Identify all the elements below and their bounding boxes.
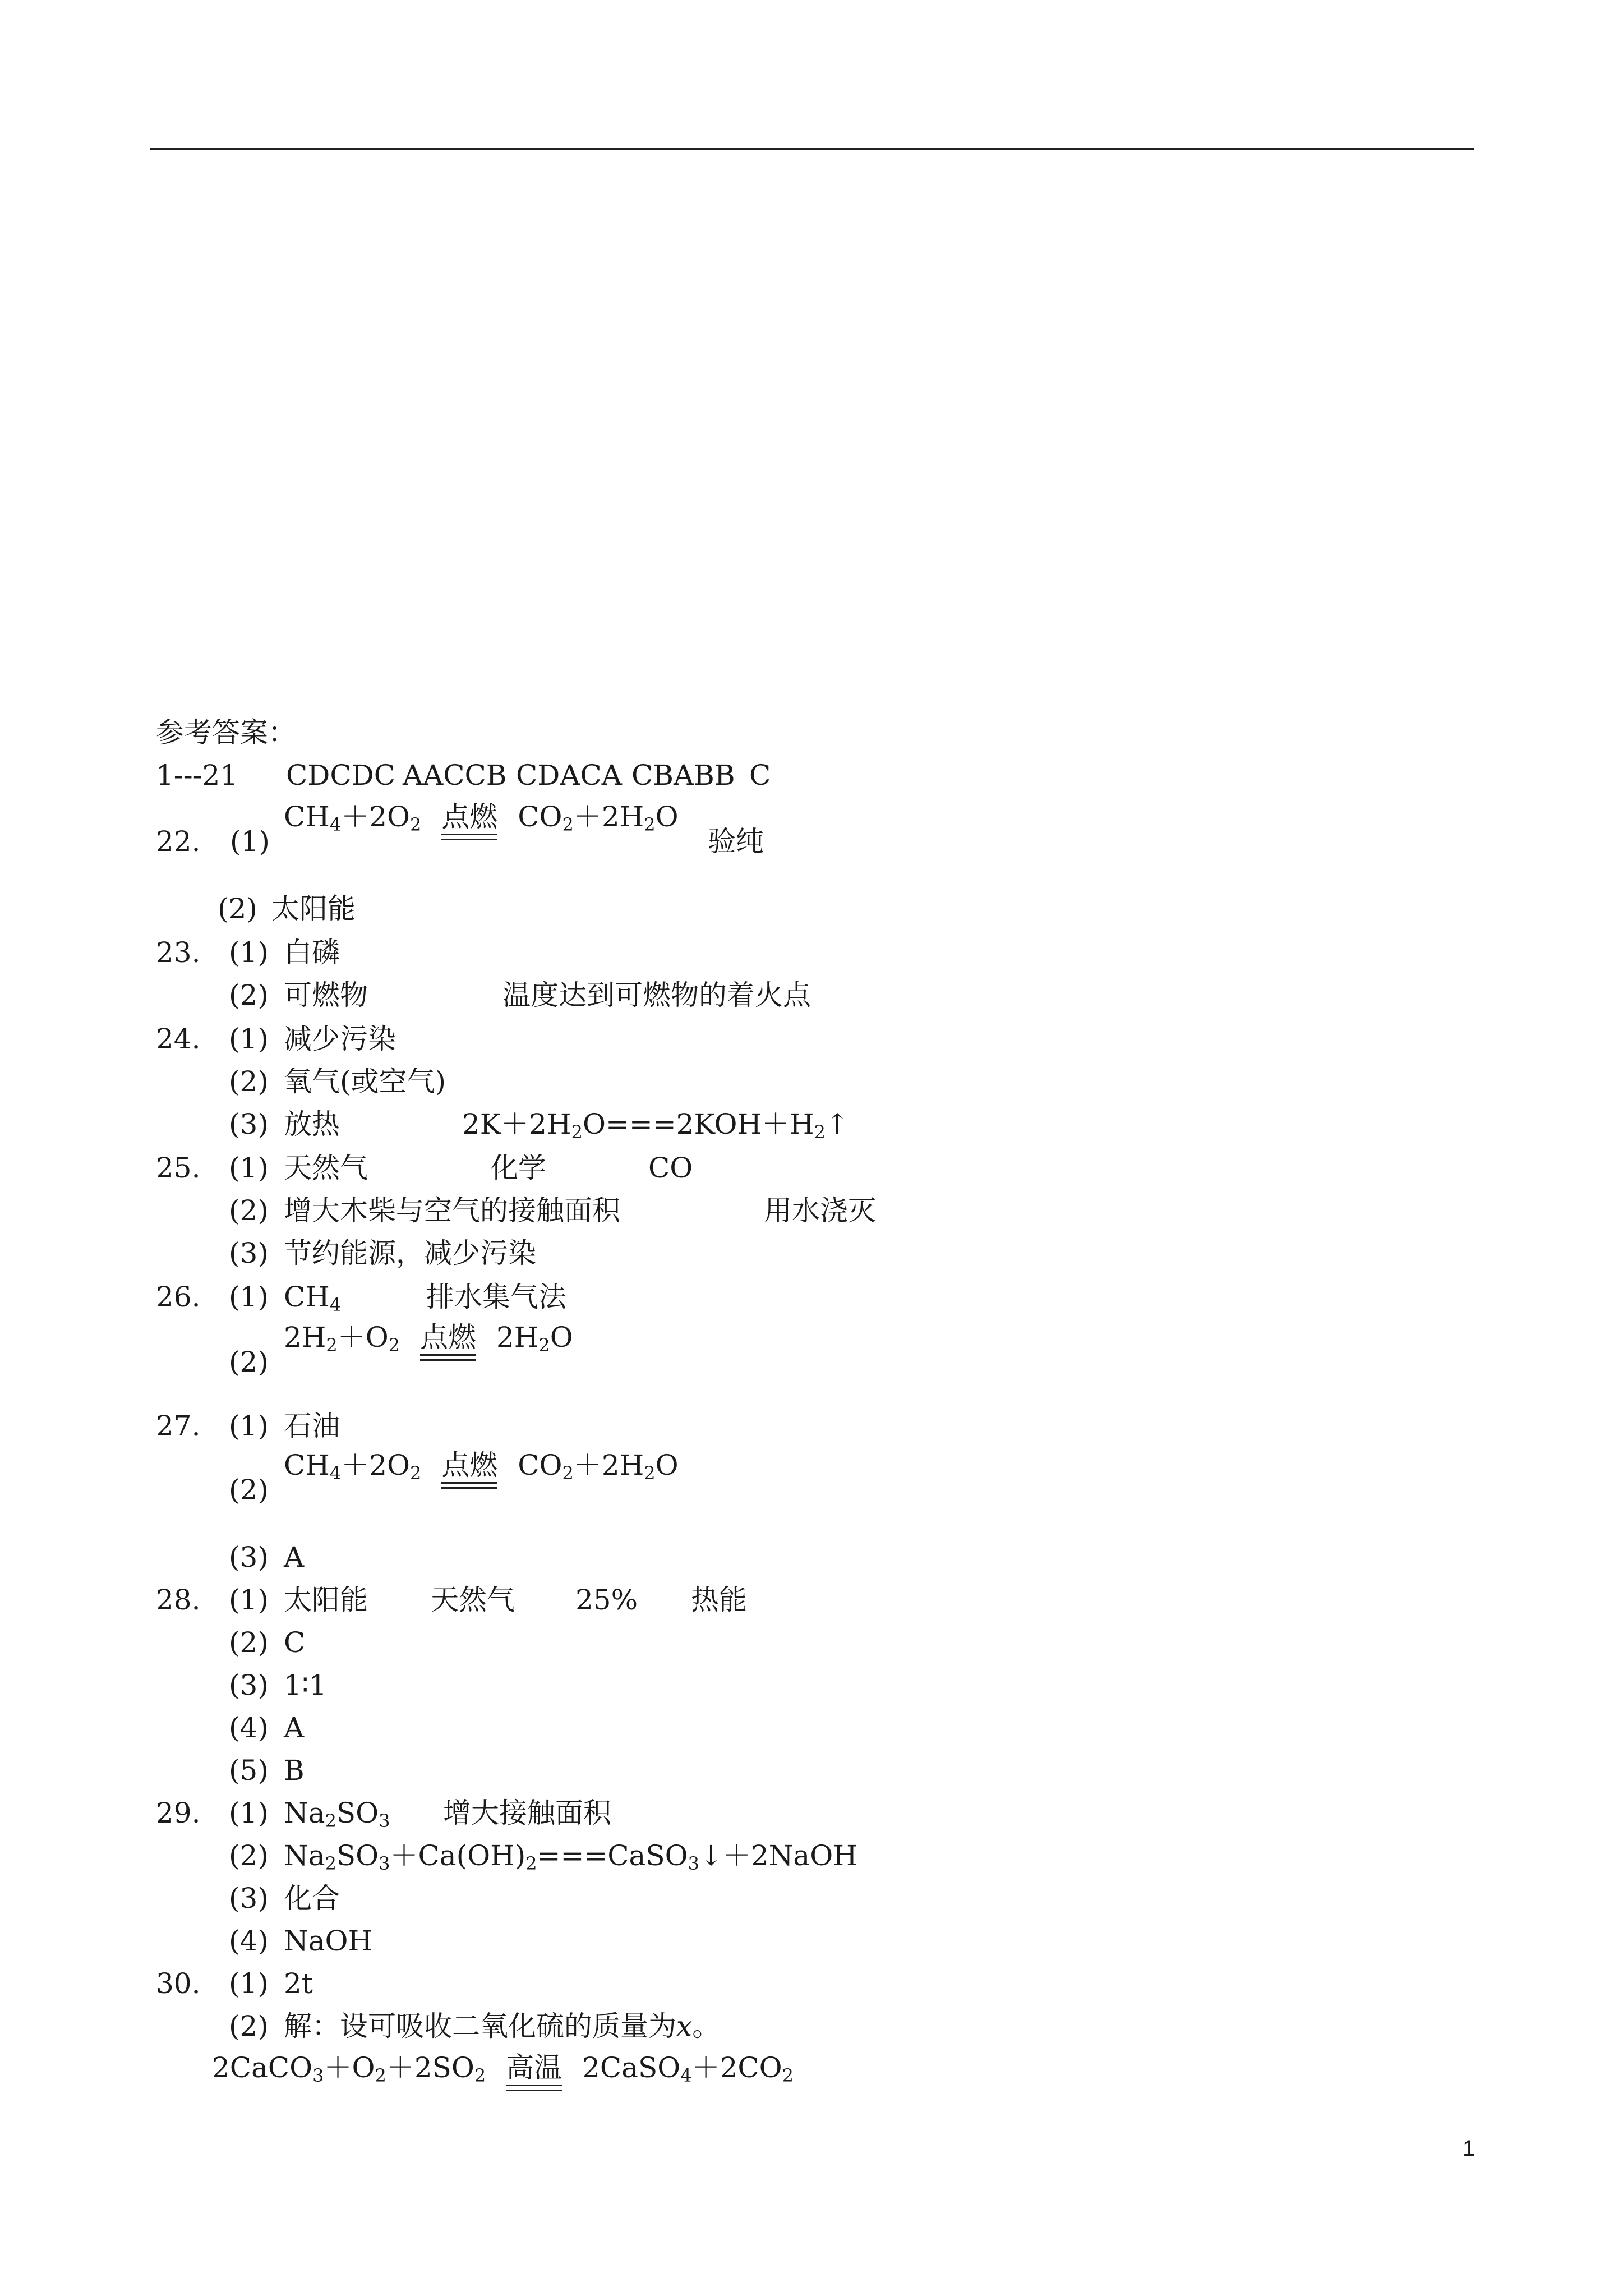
- q29-eq-1: Na: [284, 1839, 325, 1872]
- q29-p1a-sub2: 3: [379, 1810, 390, 1832]
- q26-eq-r2: O: [550, 1321, 573, 1354]
- q23-p1: 白磷: [284, 936, 340, 969]
- q24-eq-sub-2: 2: [814, 1121, 826, 1143]
- q25-p3: 节约能源，减少污染: [284, 1237, 536, 1269]
- q24-p2: 氧气(或空气): [284, 1065, 446, 1098]
- q23-p2-label: (2): [229, 979, 269, 1011]
- q30-eq-1: 2CaCO: [212, 2051, 313, 2084]
- q29-eq-3: ＋Ca(OH): [390, 1839, 526, 1872]
- page-number: 1: [1463, 2136, 1476, 2161]
- q30-eq-3: ＋2SO: [386, 2051, 474, 2084]
- q30-p1-label: (1): [229, 1967, 269, 2000]
- mc-group-3: CDACA: [516, 759, 622, 792]
- q29-p2-equation: [284, 1834, 857, 1885]
- q26-reaction-condition: [420, 1322, 476, 1361]
- q26-equal-bar: [420, 1354, 476, 1361]
- q25-number: 25.: [156, 1152, 201, 1184]
- q24-p1: 减少污染: [284, 1023, 396, 1055]
- q29-eq-2: SO: [336, 1839, 379, 1872]
- q29-p4-label: (4): [229, 1925, 269, 1957]
- q24-p3b-equation: [462, 1103, 849, 1153]
- q27-equation: [284, 1444, 679, 1494]
- q27-eq-r2-sub: 2: [644, 1462, 656, 1484]
- q29-p1a-sub1: 2: [325, 1810, 336, 1832]
- heading-text: 参考答案：: [156, 716, 296, 749]
- q27-eq-r1-sub: 2: [562, 1462, 574, 1484]
- q30-p2a: 解：设可吸收二氧化硫的质量为: [284, 2010, 676, 2042]
- q22-eq-right-c: O: [655, 800, 679, 833]
- q30-p2-var: x: [676, 2010, 693, 2042]
- q27-eq-l1-sub: 4: [329, 1462, 342, 1484]
- q22-equal-bar: [441, 834, 497, 840]
- q30-condition-text: 高温: [506, 2051, 562, 2084]
- q28-p1c: 25%: [575, 1584, 638, 1616]
- q27-p1: 石油: [284, 1410, 340, 1442]
- q29-eq-s1: 2: [325, 1853, 336, 1874]
- q22-p1-label: (1): [230, 825, 270, 858]
- q26-eq-l1-sub: 2: [326, 1335, 338, 1356]
- mc-group-2: AACCB: [403, 759, 507, 792]
- q26-p1a-text: CH: [284, 1281, 330, 1313]
- q26-number: 26.: [156, 1281, 201, 1313]
- q25-p2b: 用水浇灭: [764, 1194, 876, 1227]
- q26-eq-l1: 2H: [284, 1321, 326, 1354]
- q27-eq-l2: ＋2O: [341, 1449, 411, 1481]
- q29-p1a-2: SO: [336, 1797, 379, 1829]
- q22-eq-left-b-sub: 2: [410, 814, 422, 835]
- mc-group-1: CDCDC: [286, 759, 395, 792]
- q29-p3-label: (3): [229, 1882, 269, 1915]
- q25-p2a: 增大木柴与空气的接触面积: [284, 1194, 620, 1227]
- q29-eq-s4: 3: [688, 1853, 699, 1874]
- q30-eq-4: 2CaSO: [582, 2051, 681, 2084]
- q24-eq-part-1: 2K＋2H: [462, 1108, 571, 1140]
- q26-p2-label: (2): [229, 1346, 269, 1378]
- q25-p2-label: (2): [229, 1194, 269, 1227]
- q30-eq-5-sub: 2: [782, 2065, 794, 2086]
- q26-eq-r1: 2H: [496, 1321, 539, 1354]
- q28-p2: C: [284, 1626, 306, 1659]
- q24-eq-part-2: O===2KOH＋H: [582, 1108, 814, 1140]
- q22-reaction-condition: [441, 801, 497, 840]
- q24-eq-sub-1: 2: [571, 1121, 583, 1143]
- q30-equation: [212, 2046, 794, 2097]
- q23-p2a: 可燃物: [284, 979, 368, 1011]
- q25-p1c: CO: [648, 1152, 693, 1184]
- answer-heading: [156, 711, 296, 754]
- q26-p1a-sub: 4: [329, 1294, 342, 1315]
- q30-p2-label: (2): [229, 2010, 269, 2042]
- q28-p1-label: (1): [229, 1584, 269, 1616]
- q25-p1-label: (1): [229, 1152, 269, 1184]
- q26-eq-l2: ＋O: [337, 1321, 389, 1354]
- q29-p3: 化合: [284, 1882, 340, 1915]
- q22-p1-extra: 验纯: [708, 825, 764, 858]
- q28-p1b: 天然气: [431, 1584, 515, 1616]
- q29-eq-s2: 3: [379, 1853, 390, 1874]
- q27-p2-label: (2): [229, 1474, 269, 1506]
- q30-p1: 2t: [284, 1967, 313, 2000]
- q29-p2-label: (2): [229, 1839, 269, 1872]
- q24-p1-label: (1): [229, 1023, 269, 1055]
- q23-number: 23.: [156, 936, 201, 969]
- q26-eq-r1-sub: 2: [538, 1335, 550, 1356]
- q22-equation: [284, 795, 679, 846]
- q28-p2-label: (2): [229, 1626, 269, 1659]
- q22-eq-right-b: ＋2H: [573, 800, 644, 833]
- q29-eq-s3: 2: [525, 1853, 537, 1874]
- q30-eq-3-sub: 2: [474, 2065, 486, 2086]
- q25-p1a: 天然气: [284, 1152, 368, 1184]
- q26-p1-label: (1): [229, 1281, 269, 1313]
- q28-p5: B: [284, 1754, 305, 1787]
- q28-p1d: 热能: [691, 1584, 747, 1616]
- q24-p3-label: (3): [229, 1108, 269, 1140]
- q27-condition-text: 点燃: [441, 1449, 498, 1481]
- q27-reaction-condition: [441, 1450, 497, 1489]
- q24-eq-part-3: ↑: [826, 1108, 849, 1140]
- q24-number: 24.: [156, 1023, 201, 1055]
- q23-p2b: 温度达到可燃物的着火点: [502, 979, 811, 1011]
- q26-p1b: 排水集气法: [426, 1281, 566, 1313]
- q22-eq-left-a-sub: 4: [329, 814, 342, 835]
- q28-p3-label: (3): [229, 1669, 269, 1701]
- q28-p1a: 太阳能: [284, 1584, 368, 1616]
- q27-eq-l2-sub: 2: [410, 1462, 422, 1484]
- q22-number: 22.: [156, 825, 201, 858]
- q27-eq-r3: O: [655, 1449, 679, 1481]
- q29-p1b: 增大接触面积: [443, 1797, 611, 1829]
- q22-condition-text: 点燃: [441, 800, 498, 833]
- q26-eq-l2-sub: 2: [388, 1335, 400, 1356]
- q27-p3: A: [284, 1541, 305, 1573]
- q27-p1-label: (1): [229, 1410, 269, 1442]
- q22-eq-right-a-sub: 2: [562, 814, 574, 835]
- q27-p3-label: (3): [229, 1541, 269, 1573]
- q24-p3a: 放热: [284, 1108, 340, 1140]
- q30-p2: [284, 2005, 720, 2047]
- q27-eq-l1: CH: [284, 1449, 330, 1481]
- q22-eq-right-a: CO: [518, 800, 562, 833]
- q22-eq-right-b-sub: 2: [644, 814, 656, 835]
- q29-p4: NaOH: [284, 1925, 373, 1957]
- q30-eq-1-sub: 3: [312, 2065, 324, 2086]
- q27-equal-bar: [441, 1482, 497, 1489]
- q22-eq-left-b: ＋2O: [341, 800, 411, 833]
- q28-p5-label: (5): [229, 1754, 269, 1787]
- q27-eq-r1: CO: [518, 1449, 562, 1481]
- q22-eq-left-a: CH: [284, 800, 330, 833]
- q22-p2-label: (2): [218, 892, 257, 925]
- q29-number: 29.: [156, 1797, 201, 1829]
- q28-p3: 1∶1: [284, 1669, 327, 1701]
- q23-p1-label: (1): [229, 936, 269, 969]
- header-rule: [150, 148, 1474, 150]
- q28-p4: A: [284, 1711, 305, 1744]
- q30-reaction-condition: [506, 2052, 562, 2091]
- q28-p4-label: (4): [229, 1711, 269, 1744]
- q30-equal-bar: [506, 2085, 562, 2091]
- q27-eq-r2: ＋2H: [573, 1449, 644, 1481]
- q24-p2-label: (2): [229, 1065, 269, 1098]
- q25-p1b: 化学: [490, 1152, 546, 1184]
- q25-p3-label: (3): [229, 1237, 269, 1269]
- q26-condition-text: 点燃: [420, 1321, 477, 1354]
- q30-eq-5: ＋2CO: [691, 2051, 782, 2084]
- q30-number: 30.: [156, 1967, 201, 2000]
- q27-number: 27.: [156, 1410, 201, 1442]
- mc-range: 1---21: [156, 759, 238, 792]
- q30-p2b: 。: [692, 2010, 721, 2042]
- q30-eq-2-sub: 2: [375, 2065, 386, 2086]
- q29-eq-4: ===CaSO: [537, 1839, 688, 1872]
- q26-equation: [284, 1316, 573, 1366]
- mc-group-5: C: [749, 759, 771, 792]
- q29-p1-label: (1): [229, 1797, 269, 1829]
- q29-p1a-1: Na: [284, 1797, 325, 1829]
- q22-p2: 太阳能: [271, 892, 356, 925]
- q28-number: 28.: [156, 1584, 201, 1616]
- q30-eq-2: ＋O: [324, 2051, 375, 2084]
- mc-group-4: CBABB: [631, 759, 735, 792]
- q30-eq-4-sub: 4: [680, 2065, 692, 2086]
- q29-eq-5: ↓＋2NaOH: [699, 1839, 857, 1872]
